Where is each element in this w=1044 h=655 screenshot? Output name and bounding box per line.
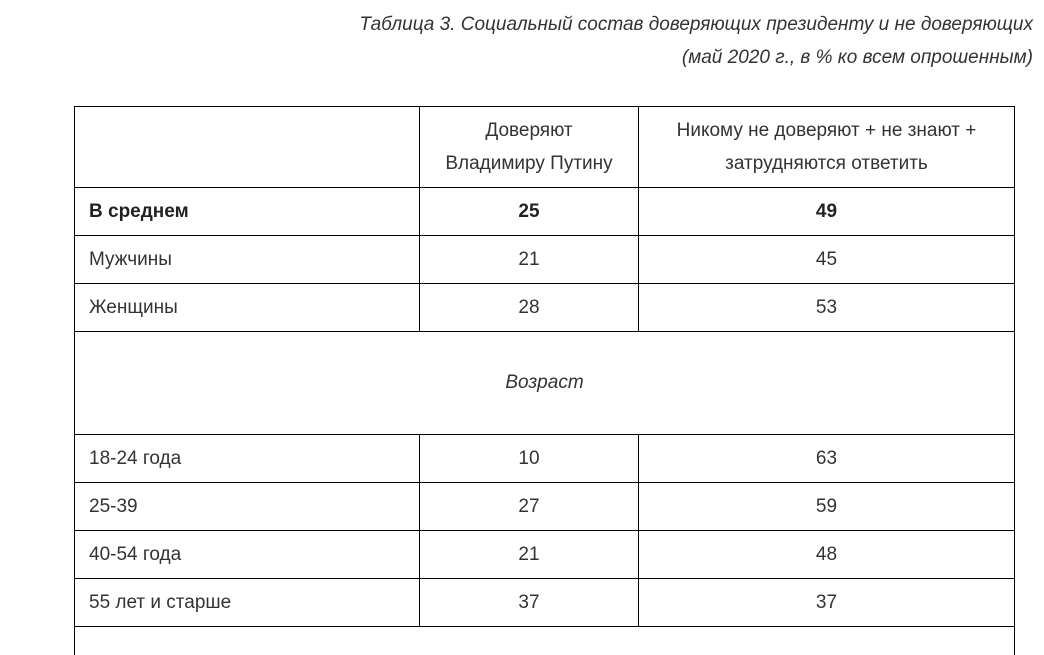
row-label: 25-39	[75, 483, 420, 531]
header-no-trust: Никому не доверяют + не знают + затрудняются ответить	[639, 107, 1015, 188]
table-row	[75, 579, 1015, 627]
next-section-cell	[75, 627, 1015, 655]
cell-other: 53	[639, 284, 1015, 332]
section-title-age: Возраст	[75, 332, 1015, 435]
header-empty-cell	[75, 107, 420, 188]
cell-trust: 28	[420, 284, 639, 332]
cell-other: 59	[639, 483, 1015, 531]
cell-trust: 10	[420, 435, 639, 483]
data-table	[74, 106, 1015, 655]
table-row	[75, 188, 1015, 236]
cell-other: 63	[639, 435, 1015, 483]
cell-trust: 21	[420, 531, 639, 579]
row-label: В среднем	[75, 188, 420, 236]
table-row	[75, 483, 1015, 531]
table-row	[75, 284, 1015, 332]
row-label: Мужчины	[75, 236, 420, 284]
caption-title: Таблица 3. Социальный состав доверяющих президенту и не доверяющих	[359, 14, 1033, 35]
table-header-row	[75, 107, 1015, 188]
next-section-row	[75, 627, 1015, 655]
row-label: 40-54 года	[75, 531, 420, 579]
section-row-age	[75, 332, 1015, 435]
header-trust-putin: Доверяют Владимиру Путину	[420, 107, 639, 188]
table-row	[75, 435, 1015, 483]
caption-subtitle: (май 2020 г., в % ко всем опрошенным)	[681, 47, 1033, 68]
cell-trust: 21	[420, 236, 639, 284]
table-row	[75, 236, 1015, 284]
cell-other: 37	[639, 579, 1015, 627]
row-label: 18-24 года	[75, 435, 420, 483]
table-caption	[133, 8, 1033, 74]
row-label: Женщины	[75, 284, 420, 332]
cell-other: 49	[639, 188, 1015, 236]
table-row	[75, 531, 1015, 579]
cell-trust: 25	[420, 188, 639, 236]
cell-trust: 27	[420, 483, 639, 531]
cell-other: 45	[639, 236, 1015, 284]
cell-trust: 37	[420, 579, 639, 627]
cell-other: 48	[639, 531, 1015, 579]
row-label: 55 лет и старше	[75, 579, 420, 627]
